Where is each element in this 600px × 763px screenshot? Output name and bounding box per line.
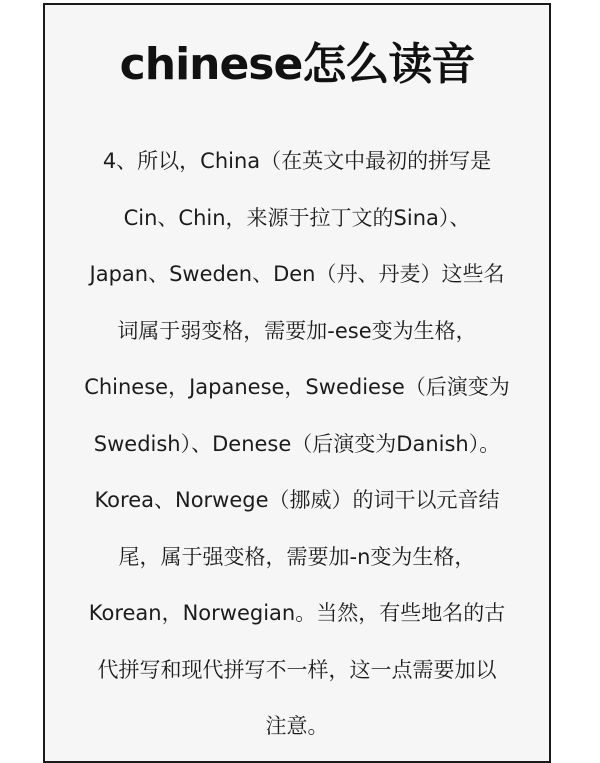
- body-line-3: Japan、Sweden、Den（丹、丹麦）这些名: [89, 262, 505, 286]
- body-line-2: Cin、Chin，来源于拉丁文的Sina）、: [123, 205, 471, 230]
- body-line-5: Chinese，Japanese，Swediese（后演变为: [84, 375, 510, 399]
- article-card: [43, 3, 551, 763]
- article-title: chinese怎么读音: [119, 39, 475, 90]
- article-body: [45, 133, 549, 755]
- body-line-4: 词属于弱变格，需要加-ese变为生格，: [117, 318, 477, 343]
- body-line-11: 注意。: [265, 714, 329, 738]
- body-line-6: Swedish）、Denese（后演变为Danish）。: [93, 431, 501, 456]
- body-line-10: 代拼写和现代拼写不一样，这一点需要加以: [97, 657, 497, 682]
- body-line-1: 4、所以，China（在英文中最初的拼写是: [102, 149, 492, 173]
- body-line-9: Korean，Norwegian。当然，有些地名的古: [88, 601, 506, 625]
- body-line-7: Korea、Norwege（挪威）的词干以元音结: [94, 488, 500, 512]
- body-line-8: 尾，属于强变格，需要加-n变为生格，: [118, 544, 476, 569]
